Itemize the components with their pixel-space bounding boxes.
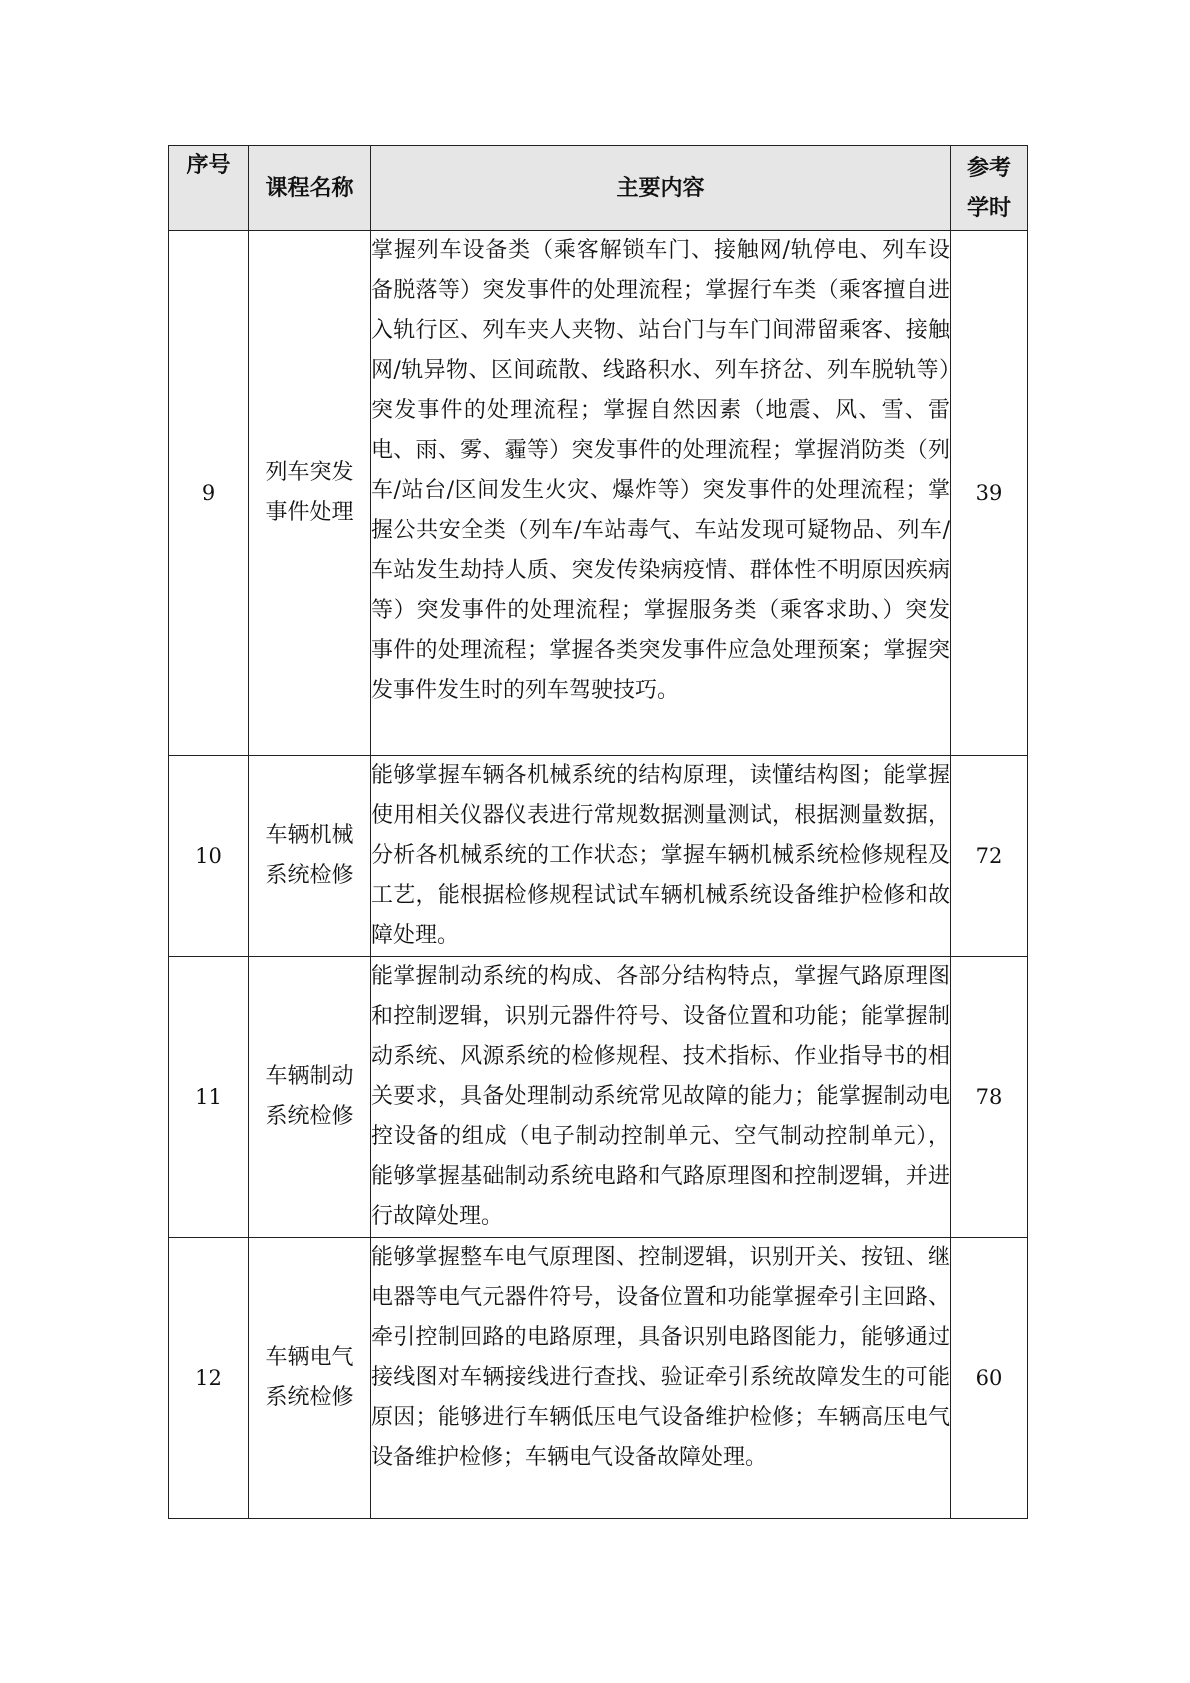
row-reference-hours: 72 xyxy=(951,756,1028,957)
row-serial-number: 11 xyxy=(169,957,249,1238)
row-course-name xyxy=(249,756,371,957)
row-main-content: 能掌握制动系统的构成、各部分结构特点，掌握气路原理图和控制逻辑，识别元器件符号、设备位置和功能；能掌握制动系统、风源系统的检修规程、技术指标、作业指导书的相关要求，具备处理制动系统常见故障的能力；能掌握制动电控设备的组成（电子制动控制单元、空气制动控制单元），能够掌握基础制动系统电路和气路原理图和控制逻辑，并进行故障处理。 xyxy=(371,957,951,1238)
row-course-name-text: 列车突发事件处理 xyxy=(265,460,354,525)
row-serial-number: 10 xyxy=(169,756,249,957)
curriculum-table xyxy=(168,145,1028,1519)
table-header-row xyxy=(169,146,1028,231)
row-reference-hours: 39 xyxy=(951,231,1028,756)
table-row xyxy=(169,756,1028,957)
row-serial-number: 12 xyxy=(169,1238,249,1519)
header-course-name: 课程名称 xyxy=(249,146,371,231)
row-reference-hours: 60 xyxy=(951,1238,1028,1519)
table-row xyxy=(169,1238,1028,1519)
row-main-content: 能够掌握车辆各机械系统的结构原理，读懂结构图；能掌握使用相关仪器仪表进行常规数据测量测试，根据测量数据，分析各机械系统的工作状态；掌握车辆机械系统检修规程及工艺，能根据检修规程试试车辆机械系统设备维护检修和故障处理。 xyxy=(371,756,951,957)
row-course-name-text: 车辆电气系统检修 xyxy=(265,1345,354,1410)
header-main-content: 主要内容 xyxy=(371,146,951,231)
row-course-name xyxy=(249,1238,371,1519)
row-serial-number: 9 xyxy=(169,231,249,756)
row-main-content: 能够掌握整车电气原理图、控制逻辑，识别开关、按钮、继电器等电气元器件符号，设备位置和功能掌握牵引主回路、牵引控制回路的电路原理，具备识别电路图能力，能够通过接线图对车辆接线进行查找、验证牵引系统故障发生的可能原因；能够进行车辆低压电气设备维护检修；车辆高压电气设备维护检修；车辆电气设备故障处理。 xyxy=(371,1238,951,1519)
row-course-name-text: 车辆机械系统检修 xyxy=(265,823,354,888)
row-course-name xyxy=(249,231,371,756)
header-serial-number: 序号 xyxy=(169,146,249,231)
header-reference-hours-text: 参考学时 xyxy=(966,155,1011,221)
header-reference-hours xyxy=(951,146,1028,231)
table-row xyxy=(169,231,1028,756)
row-reference-hours: 78 xyxy=(951,957,1028,1238)
row-main-content: 掌握列车设备类（乘客解锁车门、接触网/轨停电、列车设备脱落等）突发事件的处理流程；掌握行车类（乘客擅自进入轨行区、列车夹人夹物、站台门与车门间滞留乘客、接触网/轨异物、区间疏散、线路积水、列车挤岔、列车脱轨等）突发事件的处理流程；掌握自然因素（地震、风、雪、雷电、雨、雾、霾等）突发事件的处理流程；掌握消防类（列车/站台/区间发生火灾、爆炸等）突发事件的处理流程；掌握公共安全类（列车/车站毒气、车站发现可疑物品、列车/车站发生劫持人质、突发传染病疫情、群体性不明原因疾病等）突发事件的处理流程；掌握服务类（乘客求助、）突发事件的处理流程；掌握各类突发事件应急处理预案；掌握突发事件发生时的列车驾驶技巧。 xyxy=(371,231,951,756)
row-course-name-text: 车辆制动系统检修 xyxy=(265,1064,354,1129)
table-row xyxy=(169,957,1028,1238)
row-course-name xyxy=(249,957,371,1238)
